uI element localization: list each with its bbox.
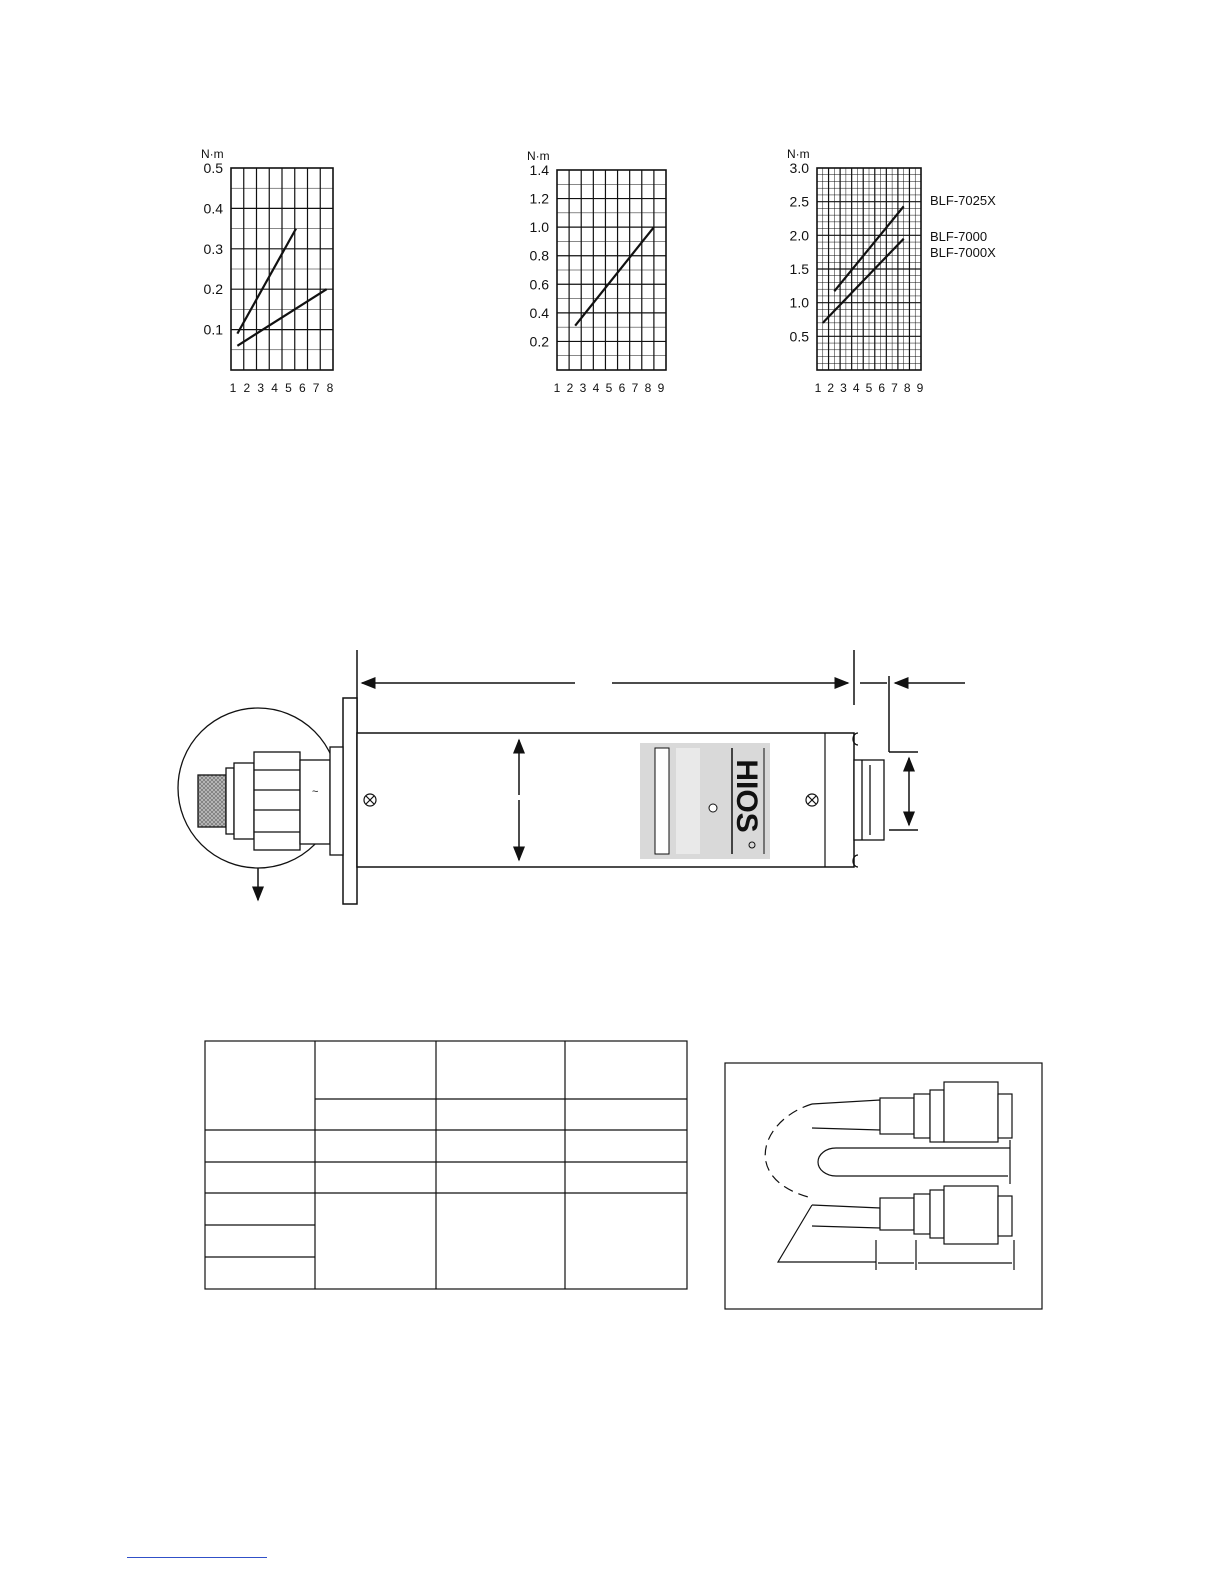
y-tick-label: 0.4 (203, 200, 223, 217)
x-tick-label: 1 (553, 381, 561, 395)
x-tick-label: 2 (827, 381, 835, 395)
x-tick-label: 1 (229, 381, 237, 395)
x-tick-label: 9 (916, 381, 924, 395)
x-tick-label: 9 (657, 381, 665, 395)
y-axis-label: N·m (787, 147, 810, 161)
y-tick-label: 0.5 (789, 328, 809, 345)
x-tick-label: 4 (592, 381, 600, 395)
y-tick-label: 1.5 (789, 261, 809, 277)
y-tick-label: 0.3 (203, 240, 223, 257)
x-tick-label: 1 (814, 381, 822, 395)
y-tick-label: 2.5 (789, 193, 809, 210)
x-tick-label: 7 (631, 381, 639, 395)
x-tick-label: 6 (878, 381, 886, 395)
y-tick-label: 2.0 (789, 227, 809, 244)
x-tick-label: 2 (243, 381, 251, 395)
x-tick-label: 6 (618, 381, 626, 395)
x-tick-label: 5 (605, 381, 613, 395)
x-tick-label: 6 (298, 381, 306, 395)
x-tick-label: 7 (891, 381, 898, 395)
legend-label: BLF-7025X (930, 193, 996, 208)
y-axis-label: N·m (527, 149, 550, 163)
y-tick-label: 0.6 (529, 276, 549, 293)
svg-text:~: ~ (312, 786, 319, 798)
y-tick-label: 3.0 (789, 160, 809, 176)
y-tick-label: 0.1 (203, 321, 223, 338)
x-tick-label: 2 (566, 381, 574, 395)
mount-flange (343, 698, 357, 904)
x-tick-label: 8 (903, 381, 911, 395)
brand-logo: HIOS (730, 759, 763, 833)
x-tick-label: 7 (312, 381, 320, 395)
y-tick-label: 0.4 (529, 304, 549, 321)
cable-diagram (725, 1063, 1042, 1309)
x-tick-label: 8 (644, 381, 652, 395)
y-tick-label: 0.2 (529, 333, 549, 350)
y-tick-label: 0.8 (529, 247, 549, 264)
tool-body (357, 733, 854, 867)
x-tick-label: 5 (285, 381, 292, 395)
legend-label: BLF-7000X (930, 245, 996, 260)
x-tick-label: 5 (865, 381, 873, 395)
clutch-detail (178, 708, 343, 868)
y-tick-label: 1.2 (529, 190, 549, 207)
y-tick-label: 1.0 (789, 294, 809, 311)
y-tick-label: 0.5 (203, 160, 223, 176)
x-tick-label: 4 (271, 381, 278, 395)
x-tick-label: 4 (852, 381, 860, 395)
footer-rule (127, 1557, 267, 1558)
x-tick-label: 3 (257, 381, 265, 395)
y-axis-label: N·m (201, 147, 224, 161)
x-tick-label: 8 (326, 381, 334, 395)
y-tick-label: 1.0 (529, 219, 549, 236)
cable-connector (853, 733, 884, 867)
y-tick-label: 0.2 (203, 281, 223, 298)
x-tick-label: 3 (579, 381, 587, 395)
legend-label: BLF-7000 (930, 229, 988, 244)
spec-table (205, 1041, 687, 1289)
x-tick-label: 3 (840, 381, 847, 395)
y-tick-label: 1.4 (529, 162, 549, 178)
